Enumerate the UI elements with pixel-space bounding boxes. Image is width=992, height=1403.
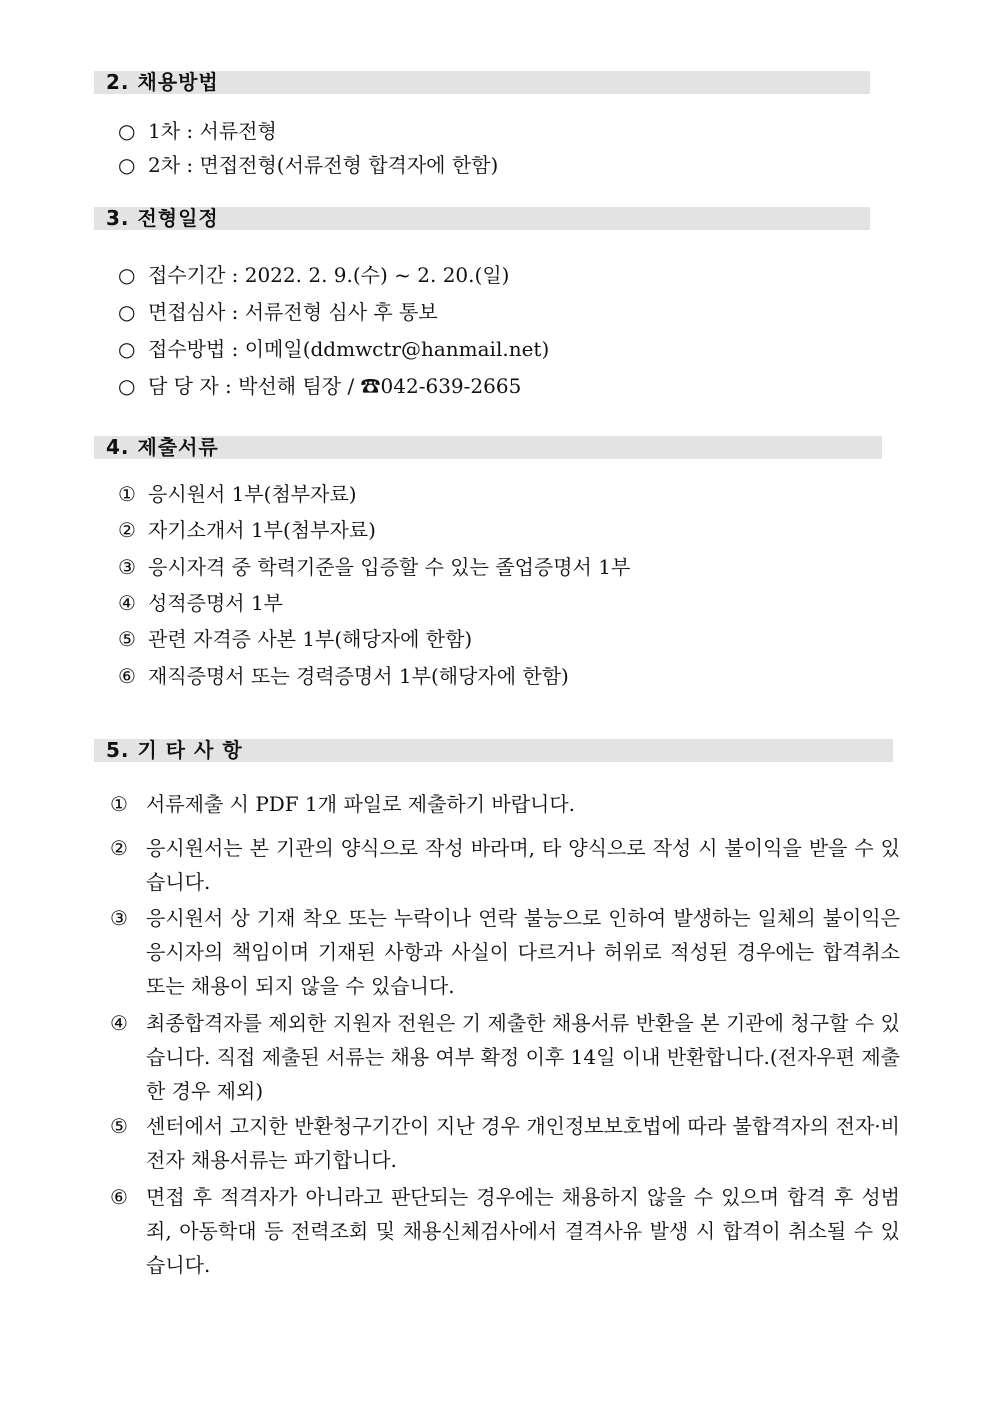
list-item-text: 관련 자격증 사본 1부(해당자에 한함) <box>148 627 473 651</box>
note-text: 서류제출 시 PDF 1개 파일로 제출하기 바랍니다. <box>146 792 576 816</box>
list-item-text: 응시자격 중 학력기준을 입증할 수 있는 졸업증명서 1부 <box>148 555 631 579</box>
number-marker: ⑤ <box>118 627 136 651</box>
list-item-text: 응시원서 1부(첨부자료) <box>148 482 357 506</box>
number-marker: ④ <box>110 1011 128 1035</box>
bullet-circle: ○ <box>118 263 136 287</box>
number-marker: ① <box>110 792 128 816</box>
note-item <box>110 831 900 899</box>
number-marker: ③ <box>110 906 128 930</box>
list-item <box>118 119 277 143</box>
section-3-heading: 3. 전형일정 <box>94 207 870 230</box>
note-text: 최종합격자를 제외한 지원자 전원은 기 제출한 채용서류 반환을 본 기관에 청구할 수 있습니다. 직접 제출된 서류는 채용 여부 확정 이후 14일 이내 반환합니다.(전자우편 제출한 경우 제외) <box>146 1011 900 1103</box>
number-marker: ③ <box>118 555 136 579</box>
list-item <box>118 482 357 506</box>
section-5-heading: 5. 기 타 사 항 <box>94 739 893 762</box>
list-item <box>118 300 438 324</box>
list-item-text: 담 당 자 : 박선해 팀장 / ☎042-639-2665 <box>148 374 522 398</box>
bullet-circle: ○ <box>118 300 136 324</box>
note-item <box>110 1109 900 1177</box>
list-item <box>118 518 376 542</box>
number-marker: ④ <box>118 591 136 615</box>
list-item <box>118 263 509 287</box>
list-item <box>118 664 569 688</box>
section-4-heading: 4. 제출서류 <box>94 436 882 459</box>
list-item-text: 성적증명서 1부 <box>148 591 284 615</box>
number-marker: ① <box>118 482 136 506</box>
list-item-text: 1차 : 서류전형 <box>148 119 277 143</box>
section-2-heading: 2. 채용방법 <box>94 71 870 94</box>
note-text: 응시원서는 본 기관의 양식으로 작성 바라며, 타 양식으로 작성 시 불이익을 받을 수 있습니다. <box>146 836 900 894</box>
note-text: 면접 후 적격자가 아니라고 판단되는 경우에는 채용하지 않을 수 있으며 합격 후 성범죄, 아동학대 등 전력조회 및 채용신체검사에서 결격사유 발생 시 합격이 취소될 수 있습니다. <box>146 1185 900 1277</box>
list-item <box>118 153 498 177</box>
list-item <box>118 591 283 615</box>
number-marker: ⑥ <box>118 664 136 688</box>
number-marker: ② <box>110 836 128 860</box>
list-item <box>118 555 630 579</box>
note-item <box>110 1180 900 1282</box>
note-item <box>110 787 900 821</box>
number-marker: ② <box>118 518 136 542</box>
list-item <box>118 627 472 651</box>
list-item-text: 접수기간 : 2022. 2. 9.(수) ~ 2. 20.(일) <box>148 263 510 287</box>
list-item-text: 재직증명서 또는 경력증명서 1부(해당자에 한함) <box>148 664 569 688</box>
list-item-text: 2차 : 면접전형(서류전형 합격자에 한함) <box>148 153 499 177</box>
list-item <box>118 374 521 398</box>
bullet-circle: ○ <box>118 337 136 361</box>
list-item-text: 면접심사 : 서류전형 심사 후 통보 <box>148 300 438 324</box>
list-item-text: 자기소개서 1부(첨부자료) <box>148 518 376 542</box>
note-text: 센터에서 고지한 반환청구기간이 지난 경우 개인정보보호법에 따라 불합격자의 전자·비전자 채용서류는 파기합니다. <box>146 1114 900 1172</box>
bullet-circle: ○ <box>118 119 136 143</box>
note-item <box>110 901 900 1003</box>
list-item <box>118 337 549 361</box>
number-marker: ⑥ <box>110 1185 128 1209</box>
bullet-circle: ○ <box>118 374 136 398</box>
list-item-text: 접수방법 : 이메일(ddmwctr@hanmail.net) <box>148 337 550 361</box>
note-text: 응시원서 상 기재 착오 또는 누락이나 연락 불능으로 인하여 발생하는 일체의 불이익은 응시자의 책임이며 기재된 사항과 사실이 다르거나 허위로 적성된 경우에는 합격취소 또는 채용이 되지 않을 수 있습니다. <box>146 906 900 998</box>
note-item <box>110 1006 900 1108</box>
bullet-circle: ○ <box>118 153 136 177</box>
number-marker: ⑤ <box>110 1114 128 1138</box>
